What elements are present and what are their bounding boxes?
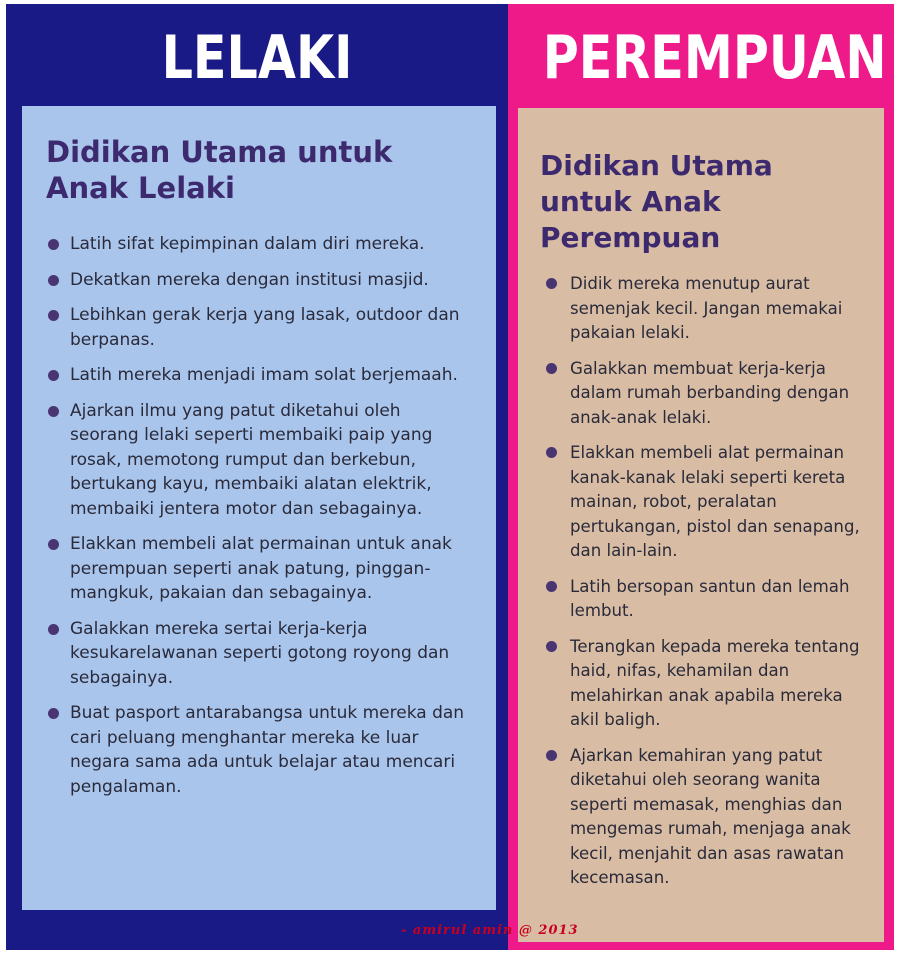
perempuan-column <box>508 4 894 950</box>
list-item <box>46 701 474 799</box>
list-item <box>540 575 868 624</box>
list-item <box>46 399 474 522</box>
list-item <box>46 363 474 388</box>
list-item-text: Didik mereka menutup aurat semenjak kecil. Jangan memakai pakaian lelaki. <box>570 274 843 342</box>
perempuan-panel <box>518 108 884 942</box>
bullet-icon <box>48 708 59 719</box>
lelaki-column <box>6 4 508 950</box>
bullet-icon <box>48 370 59 381</box>
list-item-text: Elakkan membeli alat permainan untuk anak perempuan seperti anak patung, pinggan-mangkuk, pakaian dan sebagainya. <box>70 534 452 603</box>
infographic <box>6 4 894 950</box>
bullet-icon <box>546 447 557 458</box>
list-item <box>46 532 474 606</box>
list-item-text: Buat pasport antarabangsa untuk mereka dan cari peluang menghantar mereka ke luar negara sama ada untuk belajar atau mencari pengalaman. <box>70 703 465 797</box>
lelaki-panel <box>22 106 496 910</box>
list-item <box>540 272 868 346</box>
list-item <box>46 232 474 257</box>
list-item-text: Galakkan mereka sertai kerja-kerja kesukarelawanan seperti gotong royong dan sebagainya. <box>70 618 450 688</box>
list-item-text: Elakkan membeli alat permainan kanak-kanak lelaki seperti kereta mainan, robot, peralatan pertukangan, pistol dan senapang, dan lain-lain. <box>570 443 860 560</box>
credit-watermark: - amirul amin @ 2013 <box>401 923 579 938</box>
list-item-text: Latih sifat kepimpinan dalam diri mereka. <box>70 234 425 254</box>
bullet-icon <box>48 624 59 635</box>
bullet-icon <box>48 539 59 550</box>
list-item-text: Galakkan membuat kerja-kerja dalam rumah berbanding dengan anak-anak lelaki. <box>570 358 850 427</box>
bullet-icon <box>546 641 557 652</box>
list-item-text: Latih bersopan santun dan lemah lembut. <box>570 576 850 620</box>
bullet-icon <box>546 581 557 592</box>
list-item-text: Ajarkan ilmu yang patut diketahui oleh seorang lelaki seperti membaiki paip yang rosak, memotong rumput dan berkebun, bertukang kayu, membaiki alatan elektrik, membaiki jentera motor dan sebagainya. <box>70 400 433 519</box>
list-item <box>46 268 474 293</box>
list-item <box>540 441 868 564</box>
list-item-text: Lebihkan gerak kerja yang lasak, outdoor dan berpanas. <box>70 305 460 350</box>
perempuan-panel-title: Didikan Utama untuk Anak Perempuan <box>540 149 773 254</box>
list-item-text: Terangkan kepada mereka tentang haid, nifas, kehamilan dan melahirkan anak apabila mereka akil baligh. <box>570 636 860 729</box>
perempuan-heading: PEREMPUAN <box>542 23 887 93</box>
list-item <box>540 635 868 733</box>
list-item <box>540 744 868 891</box>
list-item <box>46 617 474 691</box>
list-item-text: Dekatkan mereka dengan institusi masjid. <box>70 269 429 290</box>
lelaki-list <box>46 232 474 799</box>
bullet-icon <box>546 750 557 761</box>
bullet-icon <box>48 239 59 250</box>
list-item-text: Ajarkan kemahiran yang patut diketahui oleh seorang wanita seperti memasak, menghias dan mengemas rumah, menjaga anak kecil, menjahit dan asas rawatan kecemasan. <box>570 745 851 887</box>
lelaki-heading: LELAKI <box>161 23 353 93</box>
list-item-text: Latih mereka menjadi imam solat berjemaah. <box>70 365 458 385</box>
bullet-icon <box>48 275 59 286</box>
bullet-icon <box>48 310 59 321</box>
bullet-icon <box>546 363 557 374</box>
lelaki-panel-title: Didikan Utama untuk Anak Lelaki <box>46 135 393 205</box>
list-item <box>540 357 868 431</box>
list-item <box>46 303 474 352</box>
bullet-icon <box>546 278 557 289</box>
bullet-icon <box>48 406 59 417</box>
perempuan-list <box>540 272 868 891</box>
